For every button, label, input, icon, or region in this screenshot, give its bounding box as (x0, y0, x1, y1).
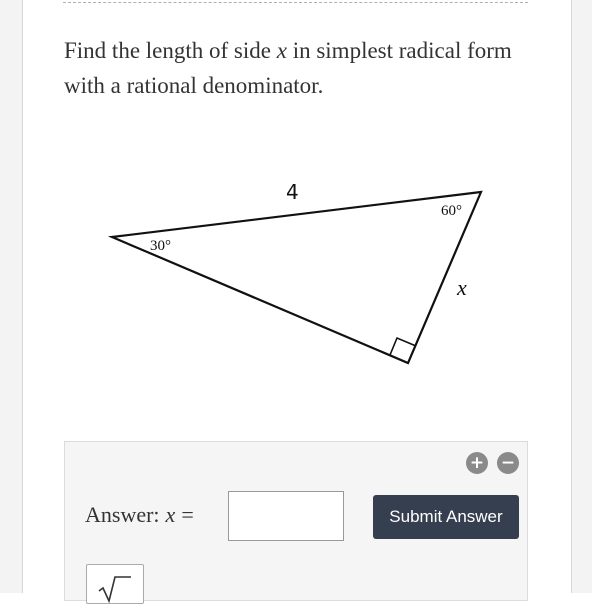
triangle-shape (112, 192, 481, 363)
answer-equals: = (181, 502, 194, 527)
answer-variable: x (165, 502, 176, 527)
answer-input[interactable] (228, 491, 344, 541)
side-x-label: x (457, 275, 467, 300)
hypotenuse-label: 4 (286, 180, 299, 204)
answer-label: Answer: x = (85, 502, 194, 527)
question-text: Find the length of side x in simplest radical form with a rational denominator. (64, 38, 512, 98)
angle-30-label: 30° (150, 238, 171, 254)
angle-60-label: 60° (441, 203, 462, 219)
square-root-icon (87, 565, 143, 603)
triangle-diagram (60, 170, 500, 380)
question-variable: x (276, 38, 287, 63)
divider (63, 2, 528, 3)
left-frame (0, 0, 23, 593)
answer-panel (64, 441, 528, 601)
square-root-button[interactable] (86, 564, 144, 604)
minus-icon[interactable]: − (497, 452, 519, 474)
plus-icon[interactable]: + (466, 452, 488, 474)
submit-answer-button[interactable]: Submit Answer (373, 495, 519, 539)
right-frame (571, 0, 592, 593)
